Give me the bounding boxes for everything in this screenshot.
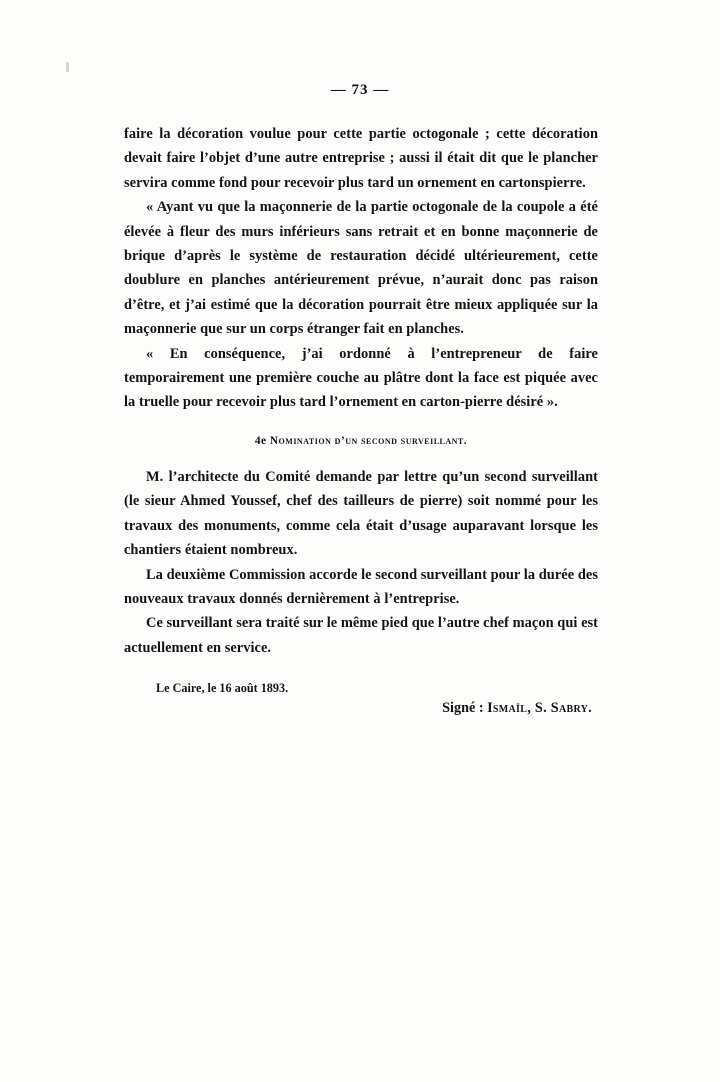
section-number: 4e xyxy=(254,434,267,447)
paragraph-1: faire la décoration voulue pour cette partie octogonale ; cette décoration devait faire l’objet d’une autre entreprise ; aussi il était dit que le plancher servira comme fond pour recevoir plus tard un ornement en cartonspierre. xyxy=(124,126,598,191)
paragraph-2: « Ayant vu que la maçonnerie de la partie octogonale de la coupole a été élevée à fleur des murs inférieurs sans retrait et en bonne maçonnerie de brique d’après le système de restauration décidé ultérieurement, cette doublure en planches antérieurement prévue, n’aurait donc pas raison d’être, et j’ai estimé que la décoration pourrait être mieux appliquée sur la maçonnerie que sur un corps étranger fait en planches. xyxy=(124,199,598,338)
signature-line xyxy=(124,700,598,717)
paragraph-3: « En conséquence, j’ai ordonné à l’entrepreneur de faire temporairement une première couche au plâtre dont la face est piquée avec la truelle pour recevoir plus tard l’ornement en carton-pierre désiré ». xyxy=(124,345,598,411)
paragraph-6: Ce surveillant sera traité sur le même pied que l’autre chef maçon qui est actuellement en service. xyxy=(124,615,599,656)
signature-label: Signé : xyxy=(442,700,484,717)
page-body xyxy=(124,122,598,717)
page-edge-mark xyxy=(66,62,69,72)
section-heading xyxy=(124,435,598,447)
page-number: — 73 — xyxy=(330,82,390,98)
signature-names: Ismaïl, S. Sabry. xyxy=(487,700,592,717)
section-title-text: Nomination d’un second surveillant. xyxy=(269,434,468,447)
colophon-place-date: Le Caire, le 16 août 1893. xyxy=(156,681,289,696)
paragraph-4: M. l’architecte du Comité demande par lettre qu’un second surveillant (le sieur Ahmed Youssef, chef des tailleurs de pierre) soit nommé pour les travaux des monuments, comme cela était d’usage auparavant lorsque les chantiers étaient nombreux. xyxy=(124,468,598,559)
paragraph-5: La deuxième Commission accorde le second surveillant pour la durée des nouveaux travaux donnés dernièrement à l’entreprise. xyxy=(124,566,598,607)
